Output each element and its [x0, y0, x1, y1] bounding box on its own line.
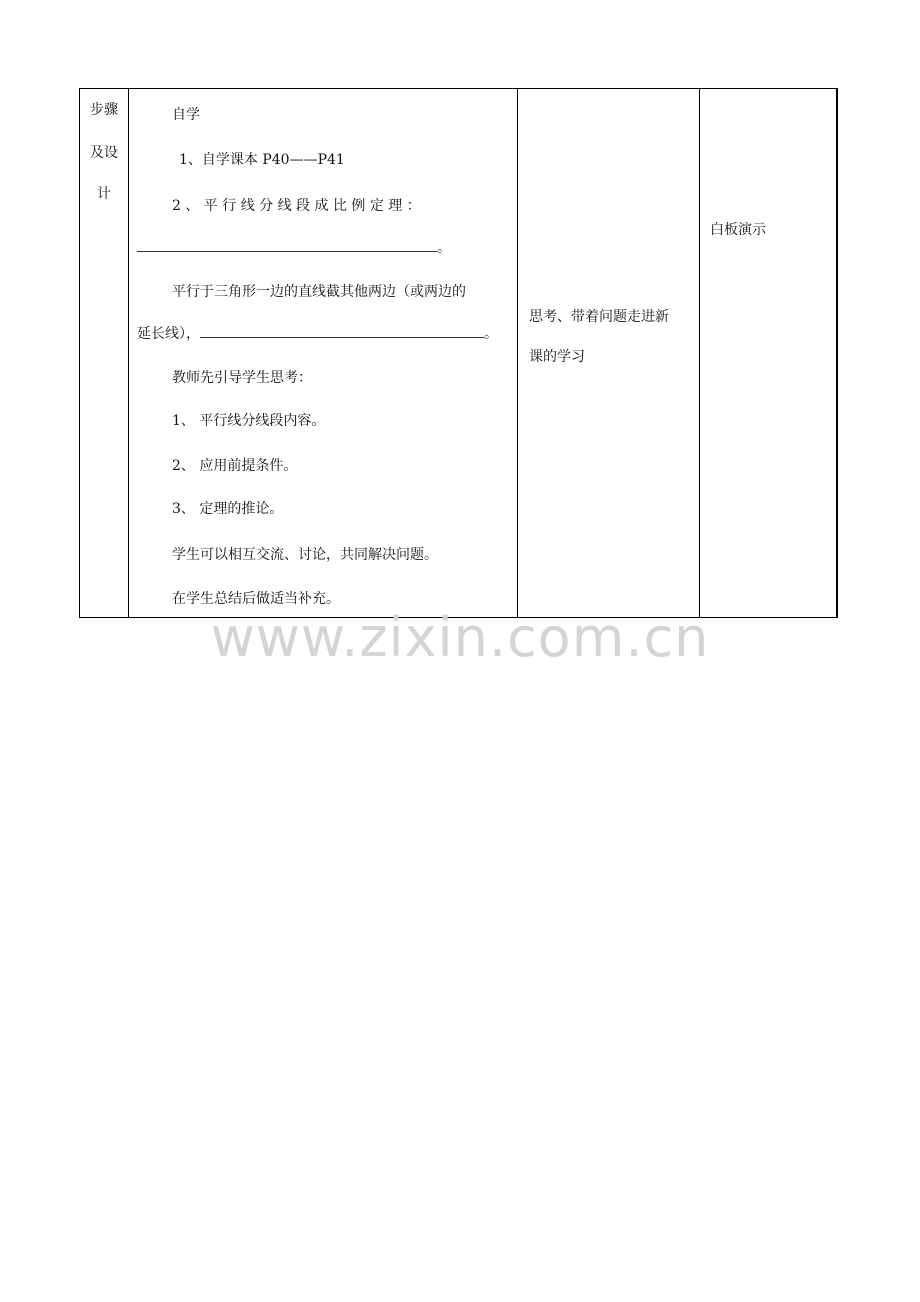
period: 。 [484, 326, 498, 342]
media-cell [701, 89, 837, 617]
blank-underline [200, 325, 484, 338]
list-item: 3、 定理的推论。 [172, 501, 284, 517]
list-item: 1、自学课本 P40——P41 [179, 152, 345, 168]
section-heading: 自学 [172, 107, 200, 123]
paragraph-line: 在学生总结后做适当补充。 [172, 591, 340, 607]
student-activity-line2: 课的学习 [529, 349, 585, 365]
lesson-table [79, 88, 838, 618]
student-activity-cell [519, 89, 700, 617]
list-item: 2、 应用前提条件。 [172, 458, 298, 474]
watermark: www.zixin.com.cn [210, 606, 710, 669]
list-item: 1、 平行线分线段内容。 [172, 413, 326, 429]
period: 。 [437, 240, 451, 256]
student-activity-line1: 思考、带着问题走进新 [529, 309, 669, 325]
guide-text: 教师先引导学生思考： [172, 370, 312, 386]
step-label-line2: 及设 [90, 145, 118, 161]
content-cell [130, 89, 518, 617]
paragraph-text: 延长线）， [137, 326, 200, 342]
fill-blank-line [137, 239, 451, 257]
paragraph-line [137, 325, 498, 343]
list-item: 2 、 平 行 线 分 线 段 成 比 例 定 理 ： [172, 198, 421, 214]
media-text: 白板演示 [710, 222, 766, 238]
paragraph-line: 学生可以相互交流、讨论，共同解决问题。 [172, 547, 438, 563]
step-label-line3: 计 [97, 186, 111, 202]
step-label-cell [80, 89, 129, 617]
step-label-line1: 步骤 [90, 102, 118, 118]
blank-underline [137, 239, 437, 252]
paragraph-line: 平行于三角形一边的直线截其他两边（或两边的 [172, 284, 466, 300]
